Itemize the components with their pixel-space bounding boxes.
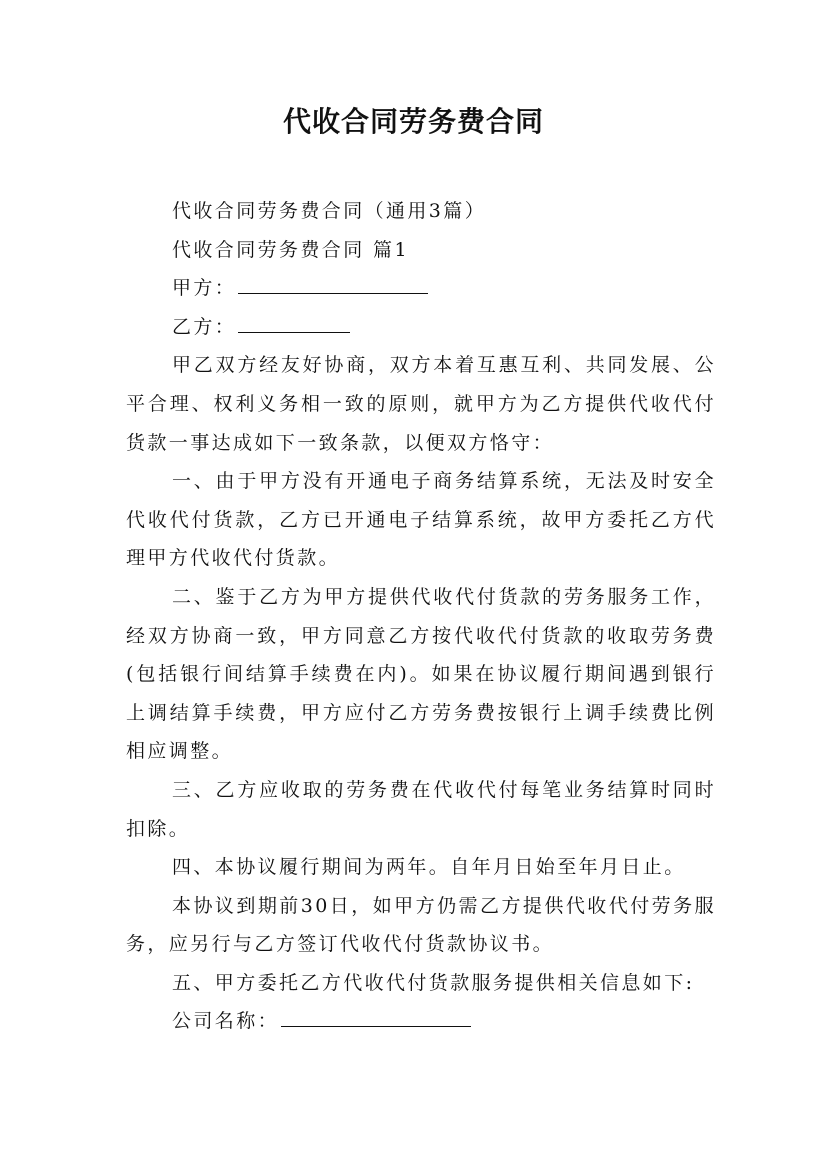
paragraph-clause-1: 一、由于甲方没有开通电子商务结算系统，无法及时安全代收代付货款，乙方已开通电子结算系统，故甲方委托乙方代理甲方代收代付货款。 xyxy=(126,470,716,570)
paragraph-clause-4: 四、本协议履行期间为两年。自年月日始至年月日止。 xyxy=(172,856,686,879)
paragraph-clause-4-renewal: 本协议到期前30日，如甲方仍需乙方提供代收代付劳务服务，应另行与乙方签订代收代付货款协议书。 xyxy=(126,894,716,956)
party-b-blank xyxy=(238,331,350,333)
party-a-label: 甲方： xyxy=(172,277,237,300)
paragraph-clause-5: 五、甲方委托乙方代收代付货款服务提供相关信息如下: xyxy=(172,971,695,994)
party-a-blank xyxy=(238,292,428,294)
paragraph-clause-3: 三、乙方应收取的劳务费在代收代付每笔业务结算时同时扣除。 xyxy=(126,778,716,840)
paragraph-company-name xyxy=(126,1002,716,1041)
paragraph-section-heading: 代收合同劳务费合同 篇1 xyxy=(172,238,409,261)
document-body xyxy=(126,192,716,1041)
paragraph-preamble: 甲乙双方经友好协商，双方本着互惠互利、共同发展、公平合理、权利义务相一致的原则，就甲方为乙方提供代收代付货款一事达成如下一致条款，以便双方恪守： xyxy=(126,354,716,454)
company-name-label: 公司名称： xyxy=(172,1010,280,1033)
paragraph-party-a xyxy=(126,269,716,308)
paragraph-clause-2: 二、鉴于乙方为甲方提供代收代付货款的劳务服务工作，经双方协商一致，甲方同意乙方按代收代付货款的收取劳务费(包括银行间结算手续费在内)。如果在协议履行期间遇到银行上调结算手续费，甲方应付乙方劳务费按银行上调手续费比例相应调整。 xyxy=(126,585,716,763)
party-b-label: 乙方： xyxy=(172,315,237,338)
paragraph-party-b xyxy=(126,308,716,347)
document-title: 代收合同劳务费合同 xyxy=(282,105,544,138)
paragraph-subtitle: 代收合同劳务费合同（通用3篇） xyxy=(172,200,487,222)
company-name-blank xyxy=(281,1025,471,1027)
